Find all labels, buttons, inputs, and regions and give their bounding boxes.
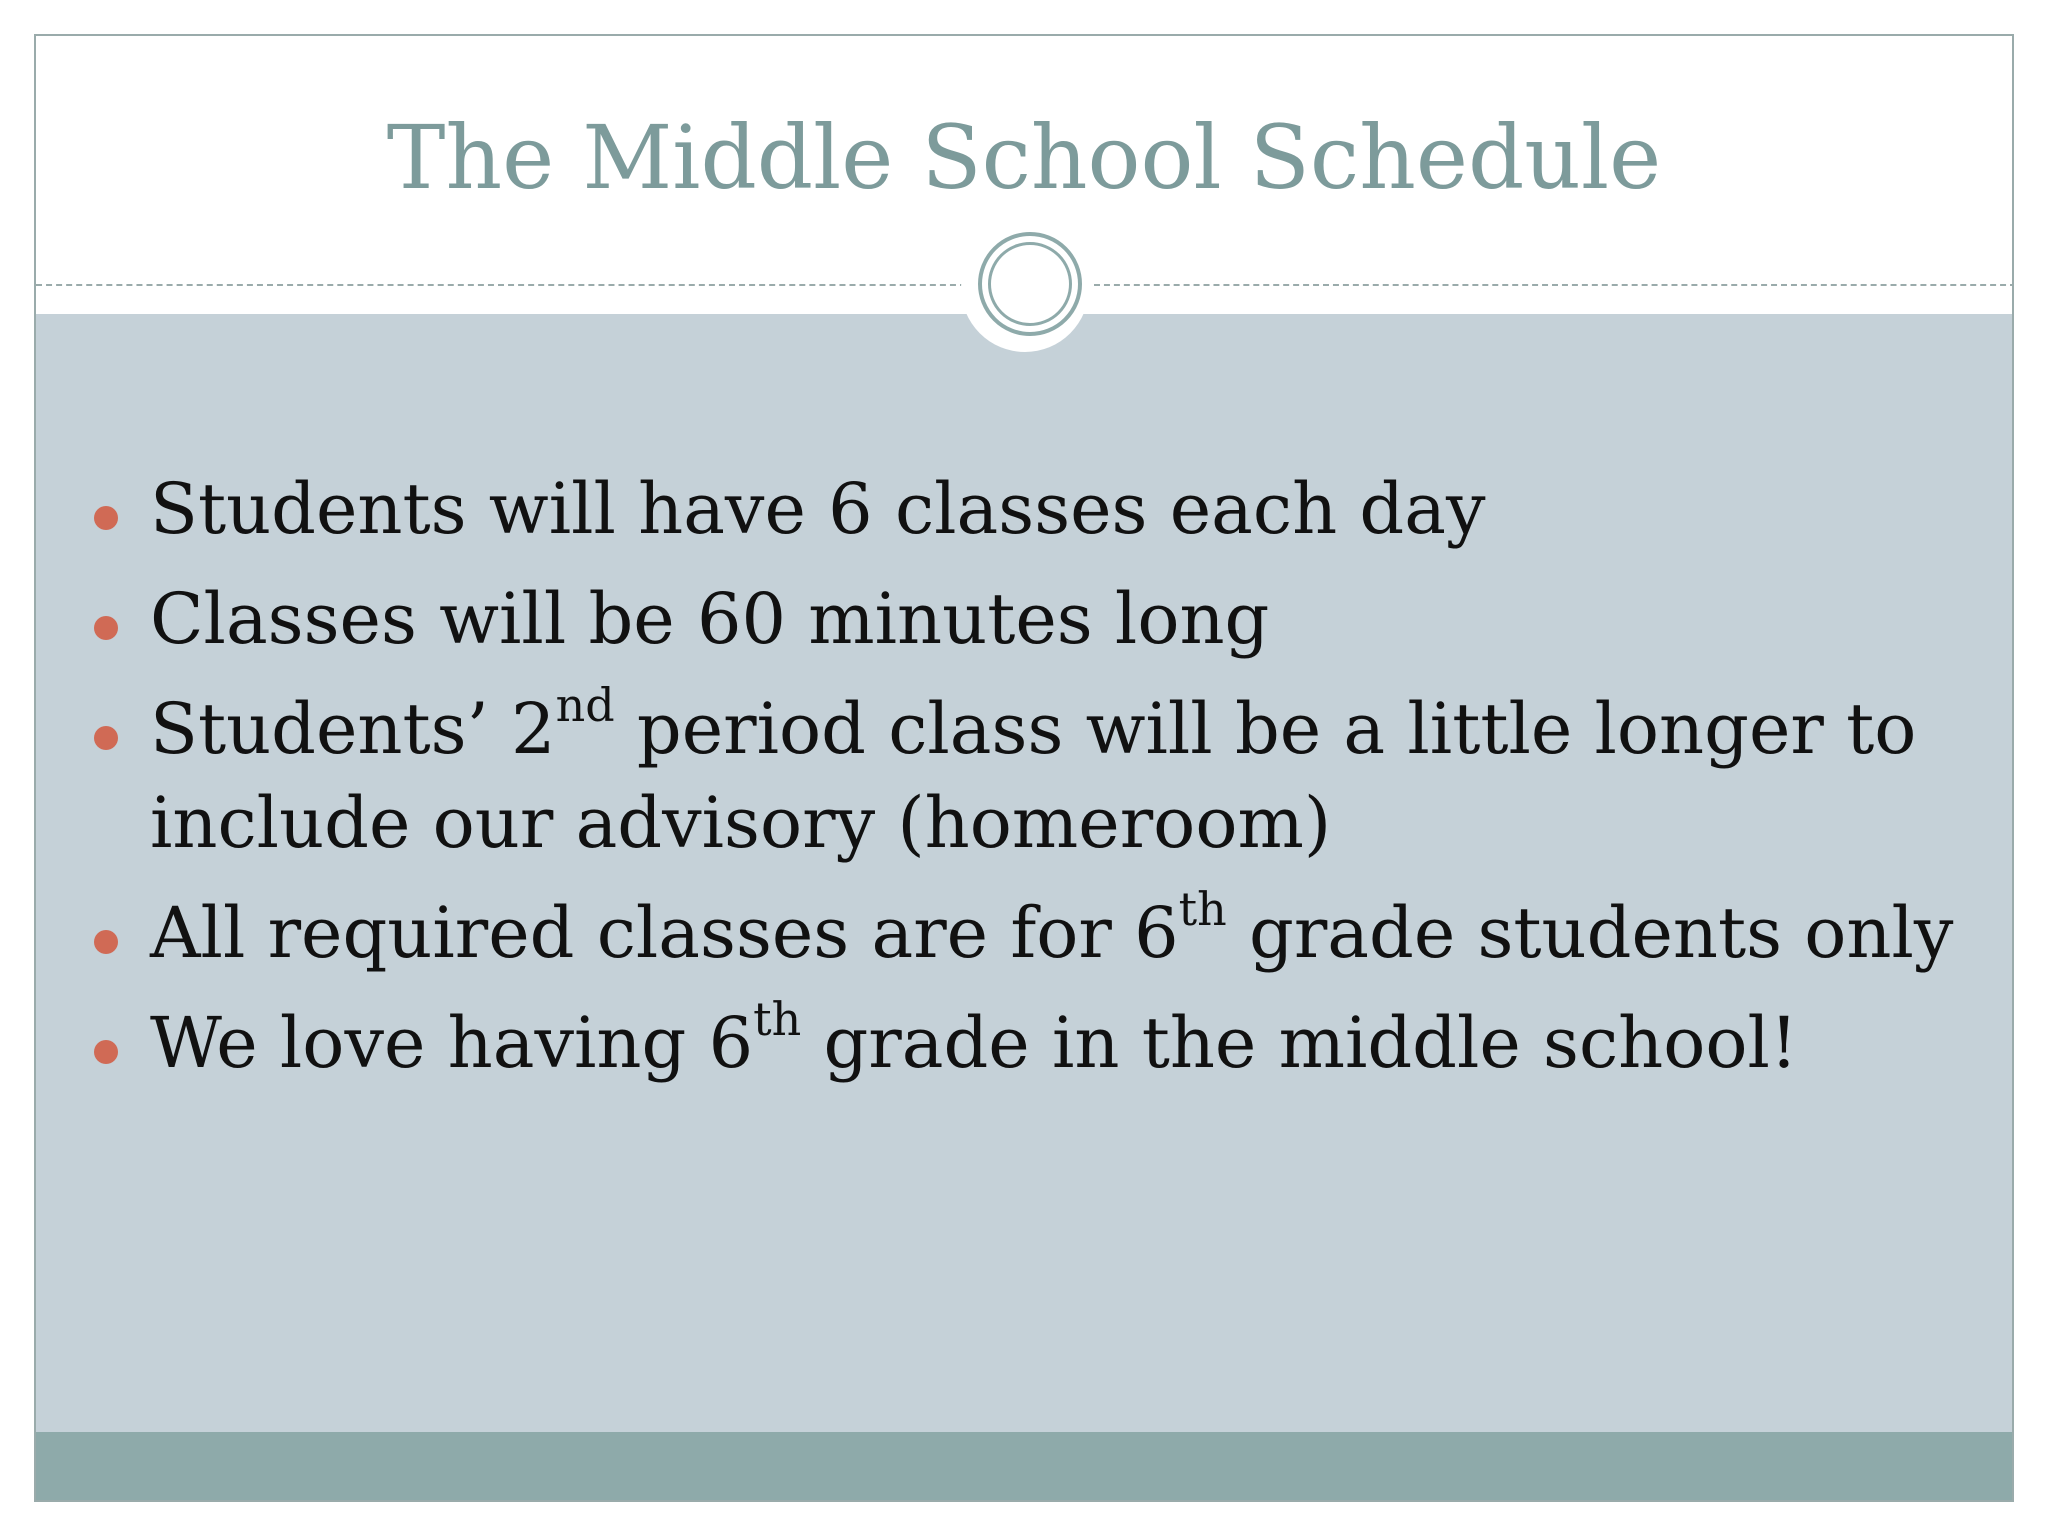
bullet-dot-icon xyxy=(94,1040,118,1064)
bullet-list xyxy=(34,34,2014,1502)
bullet-text: Classes will be 60 minutes long xyxy=(150,578,1270,660)
bullet-text-line2: include our advisory (homeroom) xyxy=(150,782,1332,864)
bullet-dot-icon xyxy=(94,616,118,640)
bullet-dot-icon xyxy=(94,726,118,750)
bullet-dot-icon xyxy=(94,930,118,954)
bullet-text: We love having 6th grade in the middle school! xyxy=(150,991,1799,1084)
superscript: nd xyxy=(555,677,615,732)
slide-title: The Middle School Schedule xyxy=(386,106,1662,209)
superscript: th xyxy=(753,991,802,1046)
bullet-text: Students’ 2nd period class will be a little longer to xyxy=(150,677,1917,770)
bullet-text: All required classes are for 6th grade students only xyxy=(150,881,1954,974)
bullet-text: Students will have 6 classes each day xyxy=(150,468,1486,550)
bullet-dot-icon xyxy=(94,506,118,530)
superscript: th xyxy=(1178,881,1227,936)
